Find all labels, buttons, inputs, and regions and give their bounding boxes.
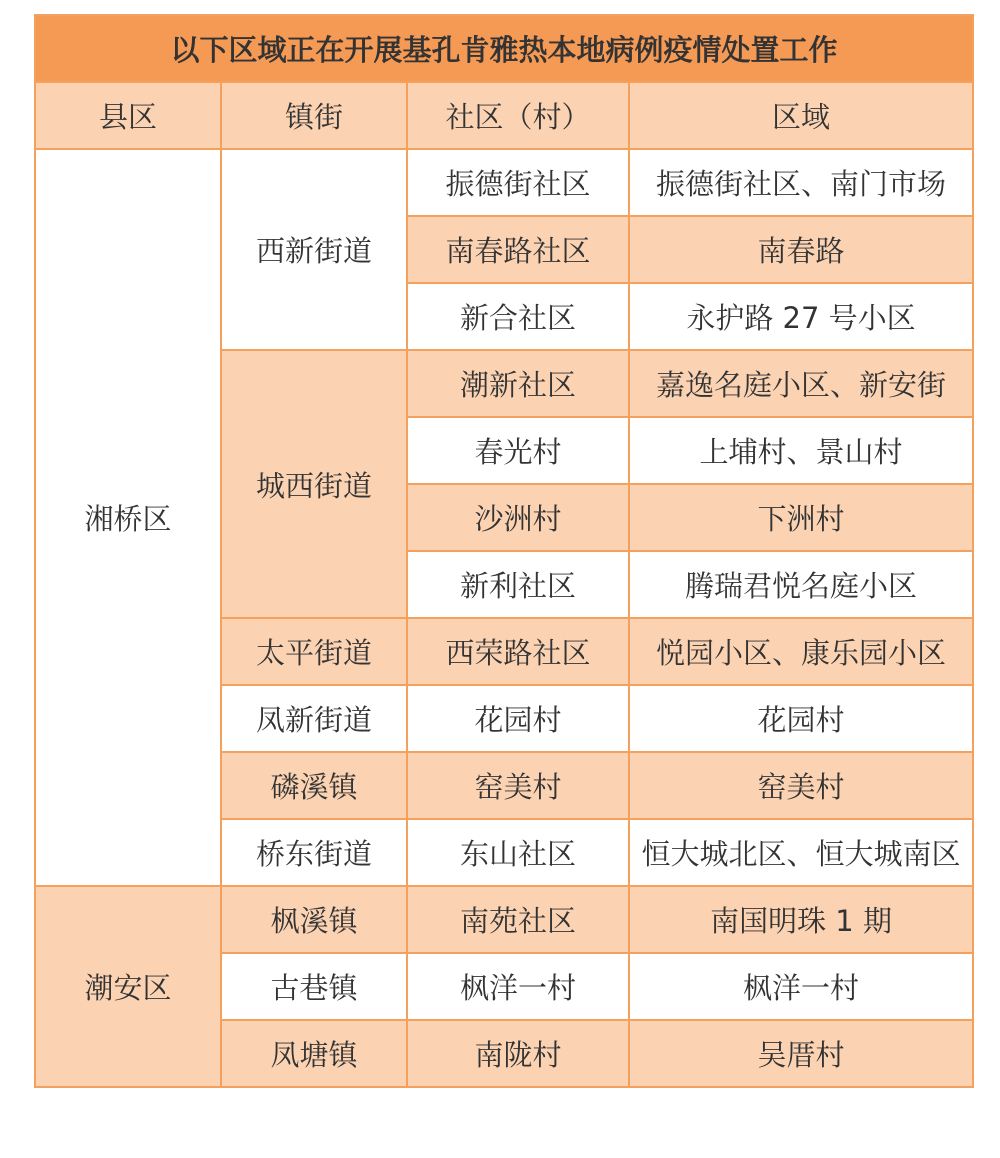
community-cell: 东山社区 [407, 819, 629, 886]
community-cell: 潮新社区 [407, 350, 629, 417]
header-community: 社区（村） [407, 82, 629, 149]
community-cell: 南苑社区 [407, 886, 629, 953]
area-cell: 枫洋一村 [629, 953, 973, 1020]
area-cell: 永护路 27 号小区 [629, 283, 973, 350]
community-cell: 春光村 [407, 417, 629, 484]
town-cell: 凤新街道 [221, 685, 407, 752]
community-cell: 振德街社区 [407, 149, 629, 216]
community-cell: 南陇村 [407, 1020, 629, 1087]
area-cell: 悦园小区、康乐园小区 [629, 618, 973, 685]
town-cell: 西新街道 [221, 149, 407, 350]
header-row [35, 82, 973, 149]
community-cell: 窑美村 [407, 752, 629, 819]
area-cell: 恒大城北区、恒大城南区 [629, 819, 973, 886]
county-cell: 湘桥区 [35, 149, 221, 886]
town-cell: 古巷镇 [221, 953, 407, 1020]
epidemic-area-table [34, 14, 974, 1088]
area-cell: 花园村 [629, 685, 973, 752]
area-cell: 南国明珠 1 期 [629, 886, 973, 953]
community-cell: 西荣路社区 [407, 618, 629, 685]
header-county: 县区 [35, 82, 221, 149]
table-row [35, 149, 973, 216]
community-cell: 南春路社区 [407, 216, 629, 283]
county-cell: 潮安区 [35, 886, 221, 1087]
table-row [35, 886, 973, 953]
community-cell: 沙洲村 [407, 484, 629, 551]
header-area: 区域 [629, 82, 973, 149]
community-cell: 枫洋一村 [407, 953, 629, 1020]
area-cell: 上埔村、景山村 [629, 417, 973, 484]
area-cell: 振德街社区、南门市场 [629, 149, 973, 216]
area-cell: 腾瑞君悦名庭小区 [629, 551, 973, 618]
community-cell: 花园村 [407, 685, 629, 752]
table-title: 以下区域正在开展基孔肯雅热本地病例疫情处置工作 [35, 15, 973, 82]
area-cell: 下洲村 [629, 484, 973, 551]
area-cell: 南春路 [629, 216, 973, 283]
community-cell: 新利社区 [407, 551, 629, 618]
area-cell: 嘉逸名庭小区、新安街 [629, 350, 973, 417]
area-cell: 吴厝村 [629, 1020, 973, 1087]
area-cell: 窑美村 [629, 752, 973, 819]
town-cell: 桥东街道 [221, 819, 407, 886]
town-cell: 磷溪镇 [221, 752, 407, 819]
town-cell: 太平街道 [221, 618, 407, 685]
community-cell: 新合社区 [407, 283, 629, 350]
town-cell: 枫溪镇 [221, 886, 407, 953]
town-cell: 凤塘镇 [221, 1020, 407, 1087]
town-cell: 城西街道 [221, 350, 407, 618]
header-town: 镇街 [221, 82, 407, 149]
